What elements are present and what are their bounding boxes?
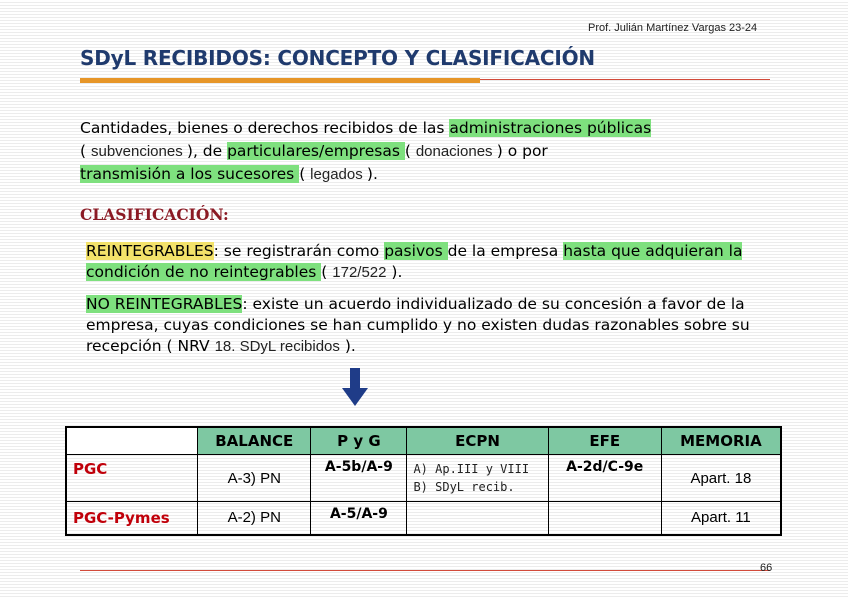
table-row (66, 455, 781, 502)
author-header: Prof. Julián Martínez Vargas 23-24 (588, 22, 758, 34)
table-header-blank (66, 427, 198, 455)
cell-memoria: Apart. 18 (661, 455, 781, 502)
table-header-pyg: P y G (311, 427, 407, 455)
cell-balance: A-2) PN (198, 502, 311, 535)
cell-ecpn (407, 502, 548, 535)
cell-efe: A-2d/C-9e (548, 455, 661, 502)
table-header-row (66, 427, 781, 455)
highlight-transmision: transmisión a los sucesores (80, 165, 300, 183)
cell-memoria: Apart. 11 (661, 502, 781, 535)
cell-ecpn (407, 455, 548, 502)
highlight-hasta-que: hasta que adquieran la condición de no reintegrables (86, 242, 743, 281)
intro-text: ( (404, 142, 416, 160)
cell-efe (548, 502, 661, 535)
classification-heading: CLASIFICACIÓN: (80, 205, 229, 224)
row-header-pgc-pymes: PGC-Pymes (66, 502, 198, 535)
page-number: 66 (760, 562, 773, 574)
cell-pyg: A-5b/A-9 (311, 455, 407, 502)
no-reintegrables-paragraph (86, 294, 786, 357)
note-donaciones: donaciones (415, 143, 497, 160)
table-header-balance: BALANCE (198, 427, 311, 455)
para-text: : se registrarán como (213, 242, 385, 260)
cell-pyg: A-5/A-9 (311, 502, 407, 535)
para-text: ( (321, 263, 333, 281)
note-nrv: 18. SDyL recibidos (214, 338, 340, 355)
page-title: SDyL RECIBIDOS: CONCEPTO Y CLASIFICACIÓN (80, 46, 595, 70)
intro-paragraph (80, 117, 780, 186)
ecpn-line: A) Ap.III y VIII (413, 462, 530, 476)
table-header-ecpn: ECPN (407, 427, 548, 455)
para-text: ). (386, 263, 403, 281)
row-header-pgc: PGC (66, 455, 198, 502)
intro-text: ( (80, 142, 91, 160)
cell-balance: A-3) PN (198, 455, 311, 502)
intro-text: Cantidades, bienes o derechos recibidos de las (80, 119, 450, 137)
table-row (66, 502, 781, 535)
intro-text: ) o por (496, 142, 548, 160)
para-text: de la empresa (447, 242, 564, 260)
note-legados: legados (310, 166, 367, 183)
para-text: : existe un acuerdo individualizado de su concesión a favor de la empresa, cuyas condiciones se han cumplido y no existen dudas razonables sobre su recepción ( NRV (86, 295, 750, 355)
note-accounts: 172/522 (332, 264, 387, 281)
highlight-particulares: particulares/empresas (227, 142, 405, 160)
down-arrow-icon (340, 368, 370, 408)
para-text: ). (339, 337, 356, 355)
table-header-efe: EFE (548, 427, 661, 455)
intro-text: ). (366, 165, 378, 183)
table-header-memoria: MEMORIA (661, 427, 781, 455)
note-subvenciones: subvenciones (90, 143, 187, 160)
no-reintegrables-label: NO REINTEGRABLES (86, 295, 243, 313)
intro-text: ), de (186, 142, 228, 160)
ecpn-line: B) SDyL recib. (413, 480, 515, 494)
title-accent-bar (80, 78, 480, 83)
reintegrables-paragraph (86, 241, 786, 283)
accounting-table (65, 426, 782, 536)
highlight-pasivos: pasivos (384, 242, 448, 260)
reintegrables-label: REINTEGRABLES (86, 242, 214, 260)
highlight-administraciones: administraciones públicas (449, 119, 652, 137)
footer-divider (80, 570, 770, 571)
intro-text: ( (299, 165, 311, 183)
